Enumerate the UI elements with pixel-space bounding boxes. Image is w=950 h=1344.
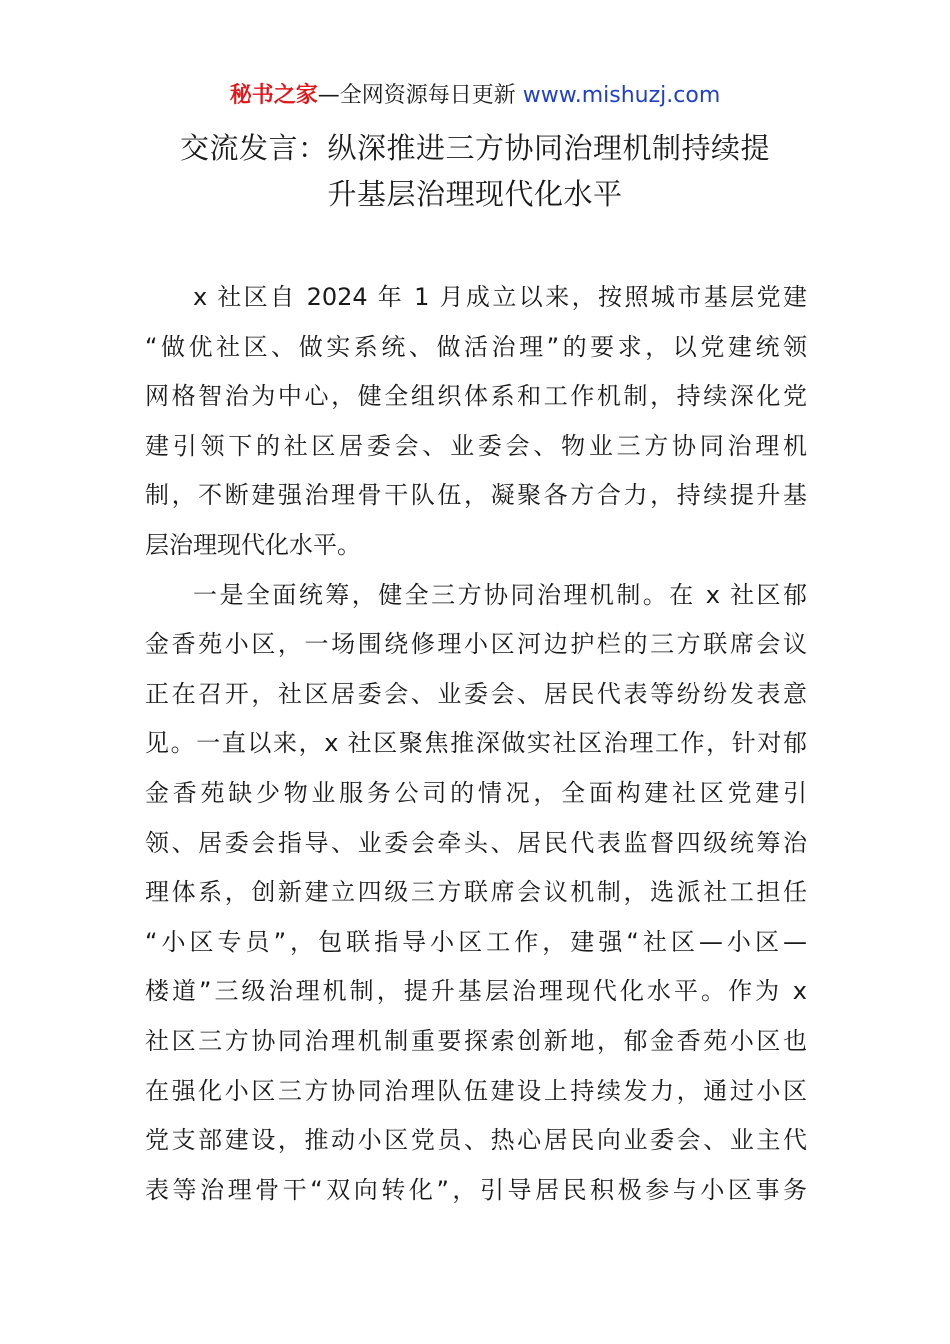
paragraph-line: 在强化小区三方协同治理队伍建设上持续发力，通过小区 bbox=[145, 1076, 807, 1105]
paragraph-line: 金香苑缺少物业服务公司的情况，全面构建社区党建引 bbox=[145, 778, 807, 807]
paragraph-line: 一是全面统筹，健全三方协同治理机制。在 x 社区郁 bbox=[193, 580, 807, 609]
site-header bbox=[0, 80, 950, 112]
paragraph-line: 建引领下的社区居委会、业委会、物业三方协同治理机 bbox=[145, 431, 807, 460]
paragraph-line: 制，不断建强治理骨干队伍，凝聚各方合力，持续提升基 bbox=[145, 481, 807, 510]
paragraph-line: 见。一直以来，x 社区聚焦推深做实社区治理工作，针对郁 bbox=[145, 729, 807, 758]
site-url-link[interactable]: www.mishuzj.com bbox=[522, 83, 721, 108]
site-slogan: —全网资源每日更新 bbox=[317, 83, 516, 108]
paragraph-line: 金香苑小区，一场围绕修理小区河边护栏的三方联席会议 bbox=[145, 630, 807, 659]
paragraph-line: 社区三方协同治理机制重要探索创新地，郁金香苑小区也 bbox=[145, 1026, 807, 1055]
paragraph-line: 表等治理骨干“双向转化”，引导居民积极参与小区事务 bbox=[145, 1175, 807, 1204]
paragraph-line: “做优社区、做实系统、做活治理”的要求，以党建统领 bbox=[145, 332, 807, 361]
paragraph-line: x 社区自 2024 年 1 月成立以来，按照城市基层党建 bbox=[193, 283, 807, 311]
paragraph-line: 正在召开，社区居委会、业委会、居民代表等纷纷发表意 bbox=[145, 679, 807, 708]
paragraph-line: 领、居委会指导、业委会牵头、居民代表监督四级统筹治 bbox=[145, 828, 807, 857]
paragraph-line: 网格智治为中心，健全组织体系和工作机制，持续深化党 bbox=[145, 382, 807, 411]
document-title bbox=[140, 125, 810, 217]
paragraph-line: 党支部建设，推动小区党员、热心居民向业委会、业主代 bbox=[145, 1126, 807, 1155]
paragraph-line: 层治理现代化水平。 bbox=[145, 530, 361, 559]
paragraph-line: 理体系，创新建立四级三方联席会议机制，选派社工担任 bbox=[145, 878, 807, 907]
paragraph-line: “小区专员”，包联指导小区工作，建强“社区—小区— bbox=[145, 927, 807, 956]
paragraph-line: 楼道”三级治理机制，提升基层治理现代化水平。作为 x bbox=[145, 977, 807, 1006]
title-line: 升基层治理现代化水平 bbox=[327, 177, 623, 211]
title-line: 交流发言：纵深推进三方协同治理机制持续提 bbox=[179, 131, 770, 165]
site-brand: 秘书之家 bbox=[229, 83, 318, 108]
document-body bbox=[145, 273, 807, 1215]
